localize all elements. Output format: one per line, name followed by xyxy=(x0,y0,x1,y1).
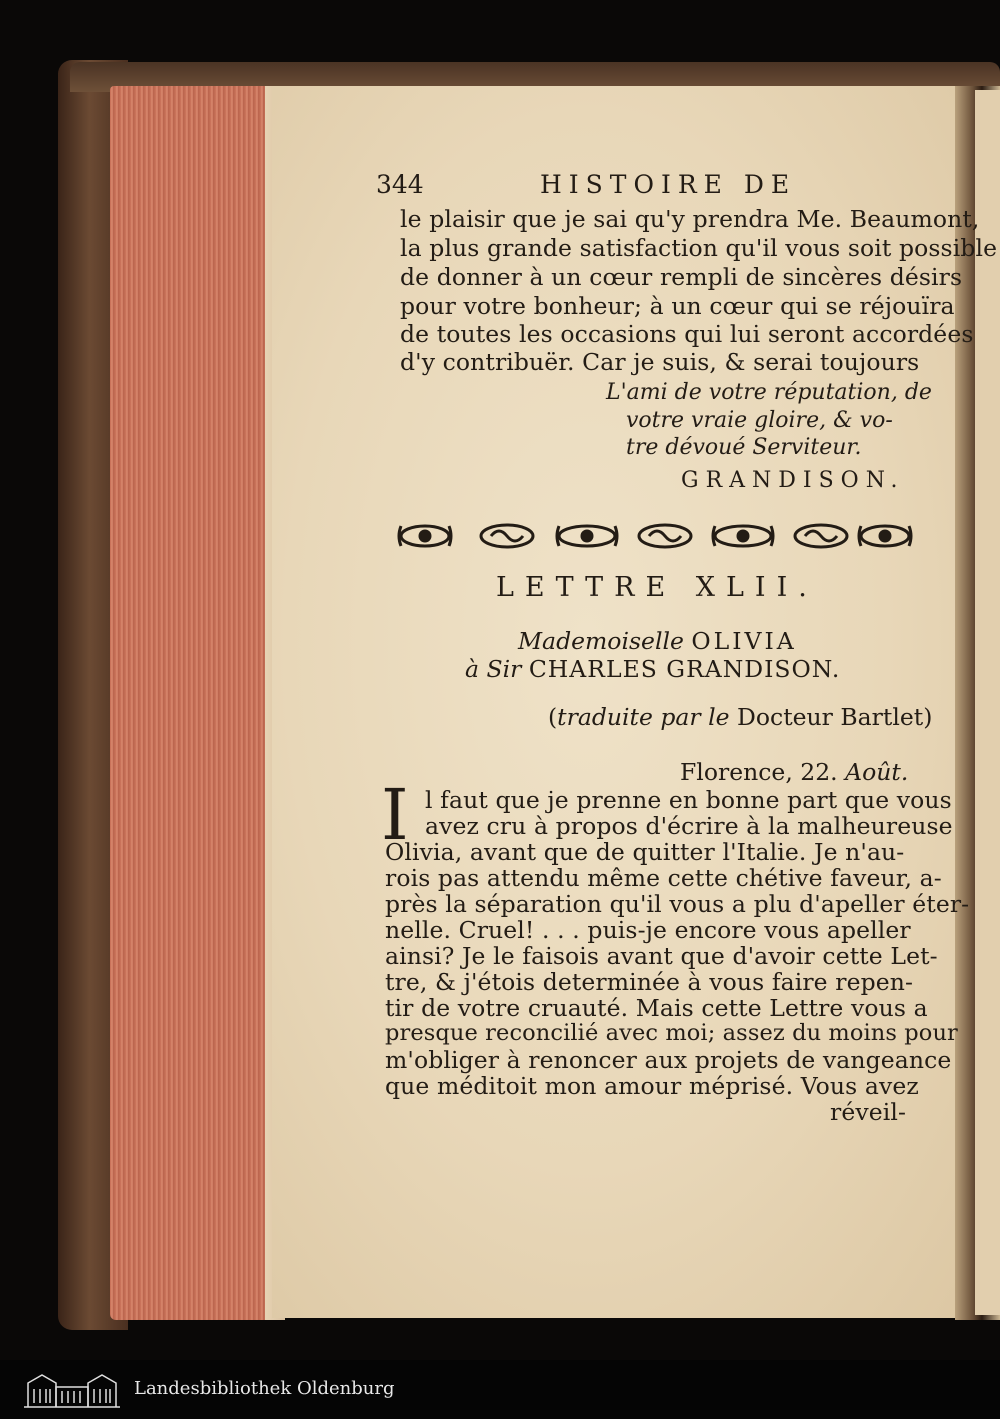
open-paren: ( xyxy=(548,703,558,731)
body-line: de donner à un cœur rempli de sincères désirs xyxy=(400,263,963,291)
letter-line: m'obliger à renoncer aux projets de vangeance xyxy=(385,1046,952,1074)
letter-line: tir de votre cruauté. Mais cette Lettre vous a xyxy=(385,994,928,1022)
dateline xyxy=(680,758,908,786)
catchword: réveil- xyxy=(830,1098,906,1126)
letter-line: avez cru à propos d'écrire à la malheureuse xyxy=(425,812,953,840)
letter-line: nelle. Cruel! . . . puis-je encore vous apeller xyxy=(385,916,911,944)
address-addressee: CHARLES GRANDISON. xyxy=(528,655,841,683)
close-paren: ) xyxy=(923,703,933,731)
translation-note-italic: traduite par le xyxy=(557,703,730,731)
letter-line: Olivia, avant que de quitter l'Italie. Je n'au- xyxy=(385,838,905,866)
address-salutation: Mademoiselle xyxy=(518,627,684,655)
closing-line: L'ami de votre réputation, de xyxy=(606,380,932,405)
footer-bar xyxy=(0,1360,1000,1419)
body-line: la plus grande satisfaction qu'il vous soit possible xyxy=(400,234,998,262)
translation-note-roman: Docteur Bartlet xyxy=(737,703,924,731)
library-name: Landesbibliothek Oldenburg xyxy=(134,1378,395,1399)
page-number: 344 xyxy=(376,170,424,199)
ornament-band-icon xyxy=(395,518,915,554)
dateline-month: Août. xyxy=(845,758,909,786)
address-preposition: à Sir xyxy=(465,655,522,683)
closing-line: tre dévoué Serviteur. xyxy=(626,435,862,460)
drop-cap: I xyxy=(381,774,409,856)
body-line: pour votre bonheur; à un cœur qui se réjouïra xyxy=(400,292,955,320)
letter-line: ainsi? Je le faisois avant que d'avoir cette Let- xyxy=(385,942,938,970)
letter-line: rois pas attendu même cette chétive faveur, a- xyxy=(385,864,942,892)
body-line: d'y contribuër. Car je suis, & serai toujours xyxy=(400,348,920,376)
body-line: le plaisir que je sai qu'y prendra Me. Beaumont, xyxy=(400,205,980,233)
translation-note xyxy=(548,703,932,731)
page-edges xyxy=(110,86,280,1320)
letter-line: près la séparation qu'il vous a plu d'apeller éter- xyxy=(385,890,970,918)
facing-page xyxy=(975,90,1000,1315)
closing-line: votre vraie gloire, & vo- xyxy=(626,408,893,433)
address-recipient: OLIVIA xyxy=(691,627,797,655)
letter-line: presque reconcilié avec moi; assez du moins pour xyxy=(385,1020,958,1046)
letter-line: l faut que je prenne en bonne part que vous xyxy=(425,786,952,814)
letter-line: tre, & j'étois determinée à vous faire repen- xyxy=(385,968,914,996)
letter-title: LETTRE XLII. xyxy=(496,572,818,603)
library-building-icon xyxy=(22,1369,122,1409)
address-line-2 xyxy=(465,655,840,683)
letter-line: que méditoit mon amour méprisé. Vous avez xyxy=(385,1072,919,1100)
running-head: HISTOIRE DE xyxy=(540,170,797,199)
dateline-place: Florence, 22. xyxy=(680,758,838,786)
address-line-1 xyxy=(518,627,797,655)
body-line: de toutes les occasions qui lui seront accordées xyxy=(400,320,974,348)
signature: GRANDISON. xyxy=(681,468,905,493)
